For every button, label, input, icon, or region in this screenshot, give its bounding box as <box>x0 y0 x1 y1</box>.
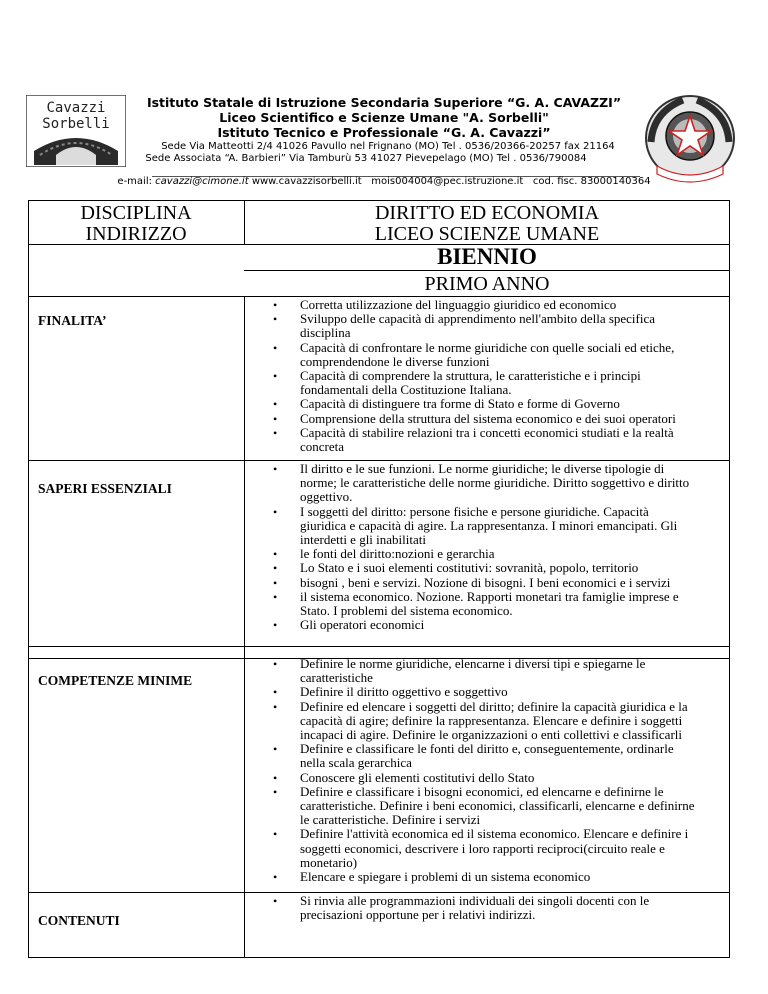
list-item: • Comprensione della struttura del sistema economico e dei suoi operatori <box>300 412 695 426</box>
list-item: • Definire e classificare le fonti del diritto e, conseguentemente, ordinarle nella scala gerarchica <box>300 742 700 770</box>
saperi-list <box>300 462 695 632</box>
list-item: • bisogni , beni e servizi. Nozione di bisogni. I beni economici e i servizi <box>300 576 695 590</box>
list-item: • I soggetti del diritto: persone fisiche e persone giuridiche. Capacità giuridica e capacità di agire. La rappresentanza. I minori emancipati. Gli interdetti e gli inabilitati <box>300 505 695 548</box>
list-item: • Definire il diritto oggettivo e soggettivo <box>300 685 700 699</box>
branch-address: Sede Associata “A. Barbieri” Via Tamburù 53 41027 Pievepelago (MO) Tel . 0536/790084 <box>145 153 587 164</box>
list-item: • Corretta utilizzazione del linguaggio giuridico ed economico <box>300 298 695 312</box>
contact-line <box>0 176 768 187</box>
liceo-name: Liceo Scientifico e Scienze Umane "A. Sorbelli" <box>219 110 549 125</box>
list-item: • Elencare e spiegare i problemi di un sistema economico <box>300 870 700 884</box>
list-item: • il sistema economico. Nozione. Rapporti monetari tra famiglie imprese e Stato. I problemi del sistema economico. <box>300 590 695 618</box>
list-item: • Definire l'attività economica ed il sistema economico. Elencare e definire i soggetti economici, descrivere i loro rapporti reciproci(circuito reale e monetario) <box>300 827 700 870</box>
fiscal-code: cod. fisc. 83000140364 <box>532 176 651 187</box>
primo-anno-title: PRIMO ANNO <box>424 273 550 295</box>
institute-name: Istituto Statale di Istruzione Secondaria Superiore “G. A. CAVAZZI” <box>146 95 622 110</box>
pec-address[interactable]: mois004004@pec.istruzione.it <box>371 176 524 187</box>
disciplina-label: DISCIPLINA <box>80 202 192 224</box>
list-item: • Lo Stato e i suoi elementi costitutivi: sovranità, popolo, territorio <box>300 561 695 575</box>
finalita-label: FINALITA’ <box>38 313 107 328</box>
indirizzo-label: INDIRIZZO <box>85 223 187 245</box>
list-item: • Si rinvia alle programmazioni individuali dei singoli docenti con le precisazioni opportune per i relativi indirizzi. <box>300 894 700 922</box>
list-item: • Definire le norme giuridiche, elencarne i diversi tipi e spiegarne le caratteristiche <box>300 657 700 685</box>
list-item: • Il diritto e le sue funzioni. Le norme giuridiche; le diverse tipologie di norme; le caratteristiche delle norme giuridiche. Diritto soggettivo e diritto oggettivo. <box>300 462 695 505</box>
contenuti-list <box>300 894 700 922</box>
list-item: • Capacità di distinguere tra forme di Stato e forme di Governo <box>300 397 695 411</box>
syllabus-table <box>28 200 730 958</box>
email-label: e-mail: <box>117 176 152 187</box>
list-item: • Definire ed elencare i soggetti del diritto; definire la capacità giuridica e la capacità di agire; definire la rappresentanza. Elencare e definire i soggetti incapaci di agire. Definire le organizzazioni o enti collettivi e classificarli <box>300 700 700 743</box>
competenze-list <box>300 657 700 884</box>
biennio-title: BIENNIO <box>437 244 537 269</box>
istituto-tecnico-name: Istituto Tecnico e Professionale “G. A. Cavazzi” <box>217 125 551 140</box>
list-item: • Gli operatori economici <box>300 618 695 632</box>
finalita-list <box>300 298 695 454</box>
svg-text:Sorbelli: Sorbelli <box>42 116 110 132</box>
list-item: • Capacità di stabilire relazioni tra i concetti economici studiati e la realtà concreta <box>300 426 695 454</box>
list-item: • Conoscere gli elementi costitutivi dello Stato <box>300 771 700 785</box>
list-item: • Sviluppo delle capacità di apprendimento nell'ambito della specifica disciplina <box>300 312 695 340</box>
website-link[interactable]: www.cavazzisorbelli.it <box>251 176 362 187</box>
list-item: • Capacità di comprendere la struttura, le caratteristiche e i principi fondamentali della Costituzione Italiana. <box>300 369 695 397</box>
list-item: • Definire e classificare i bisogni economici, ed elencarne e definirne le caratteristiche. Definire i beni economici, classificarli, elencarne e definirne le caratteristiche. Definire i servizi <box>300 785 700 828</box>
disciplina-value: DIRITTO ED ECONOMIA <box>374 202 600 224</box>
list-item: • le fonti del diritto:nozioni e gerarchia <box>300 547 695 561</box>
svg-text:Cavazzi: Cavazzi <box>46 100 106 116</box>
saperi-label: SAPERI ESSENZIALI <box>38 481 172 496</box>
competenze-label: COMPETENZE MINIME <box>38 673 193 688</box>
list-item: • Capacità di confrontare le norme giuridiche con quelle sociali ed etiche, comprendendone le diverse funzioni <box>300 341 695 369</box>
main-address: Sede Via Matteotti 2/4 41026 Pavullo nel Frignano (MO) Tel . 0536/20366-20257 fax 21164 <box>161 141 615 152</box>
contenuti-label: CONTENUTI <box>38 913 120 928</box>
indirizzo-value: LICEO SCIENZE UMANE <box>374 223 600 245</box>
email-link[interactable]: cavazzi@cimone.it <box>155 176 249 187</box>
